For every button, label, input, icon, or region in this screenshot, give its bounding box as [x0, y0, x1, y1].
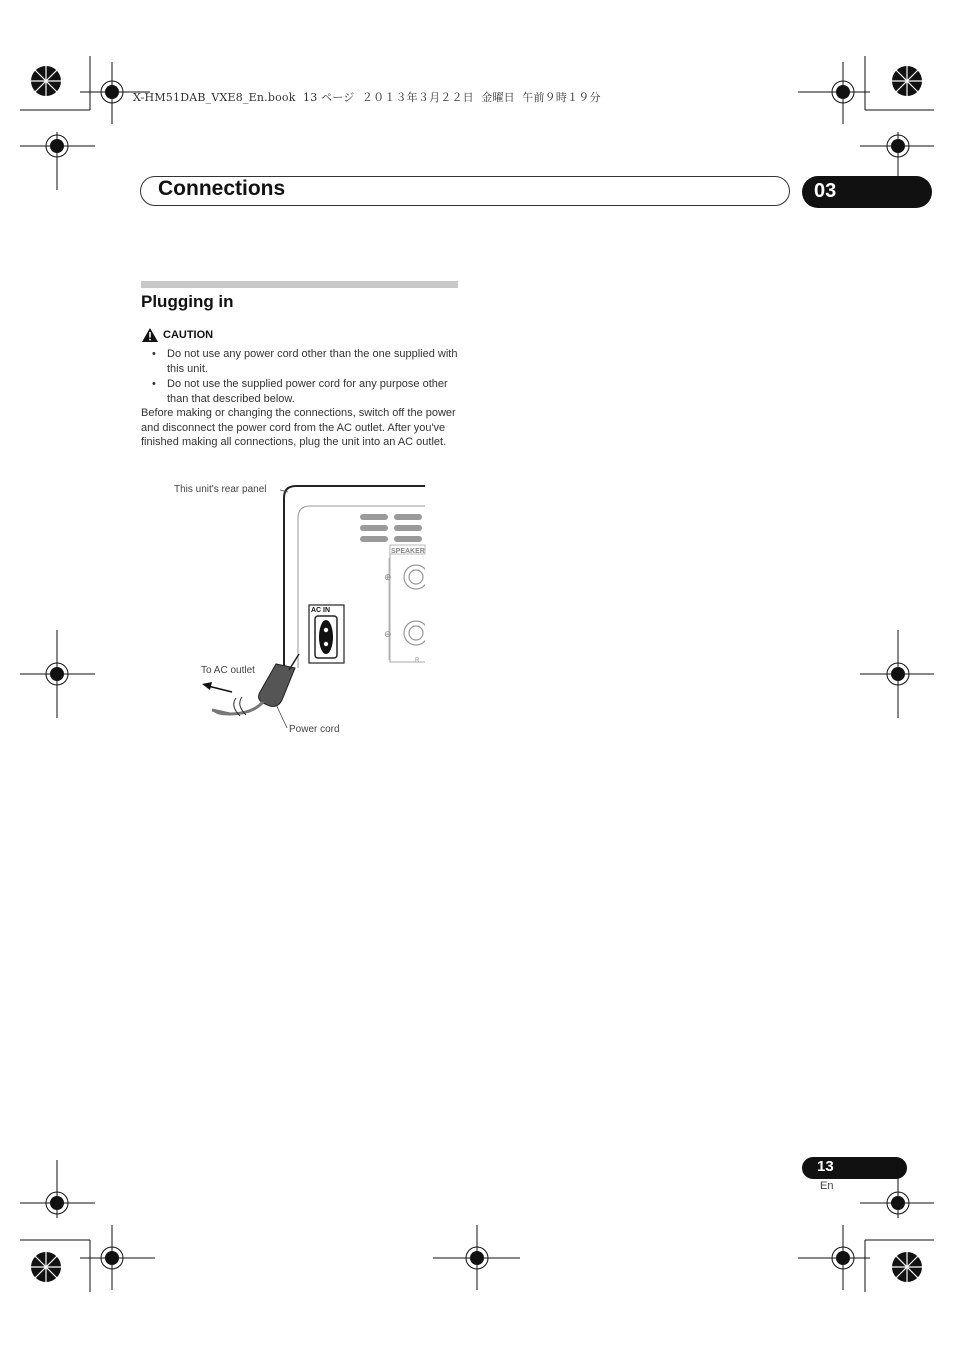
chapter-title: Connections	[158, 177, 286, 200]
outlet-label: To AC outlet	[201, 665, 255, 676]
caution-heading	[142, 328, 213, 342]
r-label: R	[415, 658, 420, 664]
page-number: 13	[817, 1158, 834, 1175]
body-paragraph: Before making or changing the connections, switch off the power and disconnect the power cord from the AC outlet. After you've finished making all connections, plug the unit into an AC outlet.	[141, 407, 456, 448]
warning-icon	[142, 328, 158, 342]
speaker-label: SPEAKER	[391, 548, 425, 555]
caution-label: CAUTION	[163, 329, 214, 341]
list-item: • Do not use the supplied power cord for any purpose other than that described below.	[141, 377, 461, 406]
page-language: En	[820, 1180, 834, 1192]
ac-in-label: AC IN	[311, 607, 331, 614]
plus-symbol: ⊕	[384, 573, 392, 583]
print-header: X-HM51DAB_VXE8_En.book 13 ページ ２０１３年３月２２日 金曜日 午前９時１９分	[133, 91, 601, 104]
section-title: Plugging in	[141, 292, 234, 311]
section-rule	[141, 281, 458, 288]
chapter-number: 03	[802, 176, 932, 208]
rear-panel-label: This unit's rear panel	[174, 484, 267, 495]
minus-symbol: ⊖	[384, 630, 392, 640]
caution-list	[141, 347, 461, 407]
power-connection-diagram	[160, 478, 430, 750]
power-cord-label: Power cord	[289, 724, 340, 735]
list-item: • Do not use any power cord other than the one supplied with this unit.	[141, 347, 461, 376]
